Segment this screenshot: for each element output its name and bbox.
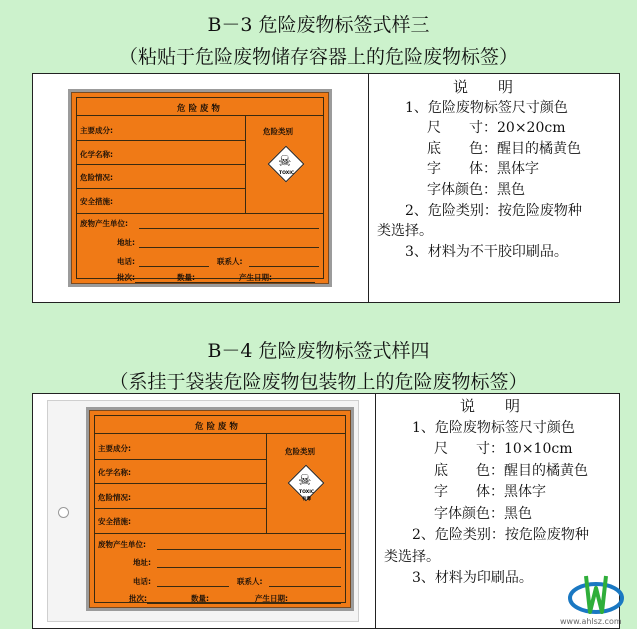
label-category: 危险类别 <box>263 127 293 136</box>
tag-hole <box>58 507 69 518</box>
label-category: 危险类别 <box>285 447 315 456</box>
label-frame <box>94 415 346 603</box>
section3-divider <box>368 74 369 302</box>
skull-icon: ☠ <box>298 471 312 489</box>
label-header: 危 险 废 物 <box>177 104 220 114</box>
label-producer: 废物产生单位: <box>98 540 146 549</box>
label-chemical-name: 化学名称: <box>80 150 113 159</box>
section4-desc-bg: 底 色：醒目的橘黄色 <box>434 462 588 479</box>
watermark-text: www.ahlsz.com <box>560 617 622 626</box>
label-hazard: 危险情况: <box>80 173 113 182</box>
section3-desc-item1: 1、危险废物标签尺寸颜色 <box>405 99 568 116</box>
label-safety: 安全措施: <box>98 517 131 526</box>
label-toxic-cn: 有毒 <box>302 497 311 502</box>
label-frame <box>76 97 324 282</box>
section3-desc-fontcolor: 字体颜色：黑色 <box>427 181 525 198</box>
section4-desc-item2a: 2、危险类别：按危险废物种 <box>412 527 589 543</box>
label-quantity: 数量: <box>177 273 195 282</box>
section4-desc-item2b: 类选择。 <box>384 548 440 565</box>
label-quantity: 数量: <box>191 594 209 603</box>
label-header: 危 险 废 物 <box>195 422 238 432</box>
section3-desc-heading: 说 明 <box>453 78 514 96</box>
section3-subtitle: （粘贴于危险废物储存容器上的危险废物标签） <box>118 46 518 68</box>
label-toxic: TOXIC <box>279 171 295 176</box>
label-producer: 废物产生单位: <box>80 219 128 228</box>
label-safety: 安全措施: <box>80 197 113 206</box>
section4-table <box>32 393 620 629</box>
section4-divider <box>375 394 376 628</box>
label-chemical-name: 化学名称: <box>98 468 131 477</box>
section3-title: B－3 危险废物标签式样三 <box>207 14 430 36</box>
label-date: 产生日期: <box>255 594 288 603</box>
section4-desc-fontcolor: 字体颜色：黑色 <box>434 505 532 522</box>
label-batch: 批次: <box>117 273 135 282</box>
label-contact: 联系人: <box>237 577 263 586</box>
label-contact: 联系人: <box>217 257 243 266</box>
section4-subtitle: （系挂于袋装危险废物包装物上的危险废物标签） <box>109 371 528 393</box>
section4-desc-item3: 3、材料为印刷品。 <box>412 570 533 586</box>
section3-desc-item2a: 2、危险类别：按危险废物种 <box>405 202 582 219</box>
section4-title: B－4 危险废物标签式样四 <box>207 340 430 362</box>
section3-table <box>32 73 620 303</box>
section3-desc-item3: 3、材料为不干胶印刷品。 <box>405 243 568 260</box>
section4-label <box>89 410 351 608</box>
label-toxic: TOXIC <box>299 490 315 495</box>
label-hazard: 危险情况: <box>98 493 131 502</box>
skull-icon: ☠ <box>278 152 292 170</box>
section3-desc-bg: 底 色：醒目的橘黄色 <box>427 140 581 157</box>
section3-desc-item2b: 类选择。 <box>377 223 433 240</box>
section3-desc-size: 尺 寸：20×20cm <box>427 120 566 137</box>
section4-description <box>382 396 618 590</box>
section3-label <box>71 92 329 284</box>
label-batch: 批次: <box>129 594 147 603</box>
label-composition: 主要成分: <box>80 126 113 135</box>
label-date: 产生日期: <box>239 273 272 282</box>
label-composition: 主要成分: <box>98 444 131 453</box>
section4-desc-item1: 1、危险废物标签尺寸颜色 <box>412 419 575 436</box>
label-address: 地址: <box>133 558 151 567</box>
section4-desc-size: 尺 寸：10×10cm <box>434 441 573 457</box>
section3-desc-font: 字 体：黑体字 <box>427 161 539 178</box>
section3-description <box>375 77 615 262</box>
label-phone: 电话: <box>133 577 151 586</box>
section4-desc-font: 字 体：黑体字 <box>434 484 546 500</box>
label-address: 地址: <box>117 238 135 247</box>
label-phone: 电话: <box>117 257 135 266</box>
section4-desc-heading: 说 明 <box>460 397 521 415</box>
